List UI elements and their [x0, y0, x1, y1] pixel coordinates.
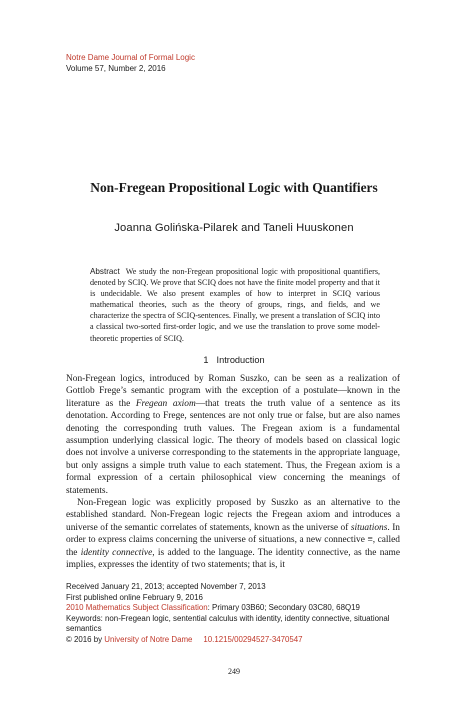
emphasis: situations [350, 522, 388, 533]
emphasis: Fregean axiom [135, 398, 196, 409]
copyright-line [66, 635, 406, 646]
text-run: . In order to express claims concerning the universe of situations, a new connective ≡, called the [66, 522, 400, 558]
abstract [90, 266, 380, 344]
paper-authors: Joanna Golińska-Pilarek and Taneli Huuskonen [114, 222, 354, 234]
copyright-prefix: © 2016 by [66, 634, 105, 644]
paragraph [66, 373, 400, 497]
paper-title: Non-Fregean Propositional Logic with Quantifiers [90, 180, 378, 195]
doi-link[interactable]: 10.1215/00294527-3470547 [203, 634, 303, 644]
journal-header [66, 52, 195, 74]
body-text [66, 373, 400, 572]
paragraph [66, 497, 400, 571]
published-date: First published online February 9, 2016 [66, 592, 203, 602]
abstract-text: We study the non-Fregean propositional logic with propositional quantifiers, denoted by SCIQ. We prove that SCIQ does not have the finite model property and that it is undecidable. We also present examples of how to interpret in SCIQ various mathematical theories, such as the theory of groups, rings, and fields, and we characterize the spectra of SCIQ-sentences. Finally, we present a translation of SCIQ into a classical two-sorted first-order logic, and we use the translation to prove some model-theoretic properties of SCIQ. [90, 267, 380, 343]
received-date: Received January 21, 2013; accepted November 7, 2013 [66, 582, 266, 591]
article-metadata [66, 582, 406, 646]
section-title: Introduction [216, 355, 265, 365]
text-run: Non-Fregean logic was explicitly proposed by Suszko as an alternative to the established standard. Non-Fregean logic rejects the Fregean axiom and introduces a universe of the semantic correlates of statements, known as the universe of [66, 498, 400, 533]
text-run: Non-Fregean logics, introduced by Roman Suszko, can be seen as a realization of Gottlob Frege’s semantic program with the exception of a postulate—known in the literature as the [66, 374, 400, 409]
section-number: 1 [203, 355, 209, 365]
emphasis: identity connective [80, 547, 153, 558]
abstract-label: Abstract [90, 267, 120, 276]
msc-value: : Primary 03B60; Secondary 03C80, 68Q19 [207, 603, 360, 613]
msc-line [66, 603, 406, 614]
publisher-link[interactable]: University of Notre Dame [104, 634, 193, 644]
journal-volume: Volume 57, Number 2, 2016 [66, 64, 166, 73]
section-heading [0, 355, 468, 365]
msc-link[interactable]: 2010 Mathematics Subject Classification [66, 603, 208, 613]
text-run: —that treats the truth value of a sentence as its denotation. According to Frege, sentences are not only true or false, but are also names denoting the corresponding truth values. The Fregean axiom is a fundamental assumption underlying classical logic. The theory of models based on classical logic does not involve a universe corresponding to the statements in the appropriate language, but only assigns a simple truth value to each statement. Thus, the Fregean axiom is a formal expression of a certain philosophical view concerning the meanings of statements. [66, 398, 401, 496]
journal-name[interactable]: Notre Dame Journal of Formal Logic [66, 53, 195, 62]
text-run: , is added to the language. The identity connective, as the name implies, expresses the identity of two statements; that is, it [66, 547, 400, 571]
keywords: Keywords: non-Fregean logic, sentential calculus with identity, identity connective, situational semantics [66, 613, 390, 634]
page-number: 249 [228, 667, 240, 676]
